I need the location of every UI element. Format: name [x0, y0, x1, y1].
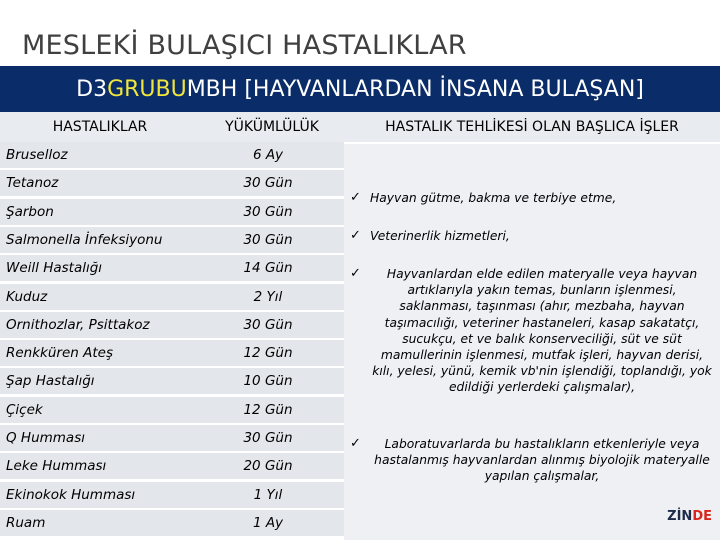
- obligation-duration: 30 Gün: [243, 175, 293, 192]
- obligation-duration: 30 Gün: [243, 430, 293, 446]
- table-row: [0, 368, 344, 394]
- table-row: [0, 255, 344, 281]
- disease-name: Ornithozlar, Psittakoz: [6, 316, 150, 333]
- obligation-duration: 1 Yıl: [253, 486, 283, 503]
- checkmark-icon: ✓: [350, 228, 361, 243]
- obligation-duration: 12 Gün: [243, 345, 293, 362]
- obligation-duration: 6 Ay: [252, 147, 284, 163]
- table-row: [0, 397, 344, 423]
- zinde-logo: ZİNDE: [667, 509, 712, 524]
- banner-highlight: GRUBU: [107, 76, 187, 102]
- header-work: HASTALIK TEHLİKESİ OLAN BAŞLICA İŞLER: [344, 112, 720, 142]
- banner-prefix: D3: [76, 76, 108, 102]
- disease-name: Ekinokok Humması: [6, 486, 136, 503]
- disease-name: Renkküren Ateş: [6, 345, 114, 362]
- obligation-duration: 30 Gün: [243, 316, 293, 333]
- table-row: [0, 199, 344, 225]
- disease-name: Weill Hastalığı: [6, 260, 103, 277]
- disease-name: Salmonella İnfeksiyonu: [6, 231, 163, 248]
- page-title: MESLEKİ BULAŞICI HASTALIKLAR: [22, 30, 467, 61]
- obligation-duration: 10 Gün: [243, 373, 293, 390]
- header-obligation: YÜKÜMLÜLÜK: [200, 112, 344, 142]
- disease-table: [0, 112, 720, 540]
- obligation-duration: 20 Gün: [243, 458, 293, 475]
- disease-name: Bruselloz: [6, 147, 68, 163]
- disease-name: Şap Hastalığı: [6, 373, 95, 390]
- obligation-duration: 30 Gün: [243, 231, 293, 248]
- checkmark-icon: ✓: [350, 190, 361, 205]
- banner-suffix: MBH [HAYVANLARDAN İNSANA BULAŞAN]: [186, 76, 644, 102]
- work-item: ✓ Veterinerlik hizmetleri,: [350, 228, 510, 243]
- work-item: ✓ Hayvan gütme, bakma ve terbiye etme,: [350, 190, 617, 205]
- disease-name: Ruam: [6, 514, 46, 531]
- checkmark-icon: ✓: [350, 436, 361, 451]
- table-row: [0, 510, 344, 536]
- header-diseases: HASTALIKLAR: [0, 112, 200, 142]
- table-row: [0, 482, 344, 508]
- table-row: [0, 142, 344, 168]
- obligation-duration: 14 Gün: [243, 260, 293, 277]
- work-item: ✓ Hayvanlardan elde edilen materyalle veya hayvan artıklarıyla yakın temas, bunların işlenmesi, saklanması, taşınması (ahır, mezbaha, hayvan taşımacılığı, veteriner hastaneleri, kasap sakatatçı, sucukçu, et ve balık konserveciliği, süt ve süt mamullerinin işlenmesi, mutfak işleri, hayvan derisi, kılı, yelesi, yünü, kemik vb'nin işlendiği, toplandığı, yok edildiği yerlerdeki çalışmalar),: [350, 266, 712, 395]
- disease-name: Kuduz: [6, 288, 48, 305]
- table-row: [0, 425, 344, 451]
- obligation-duration: 30 Gün: [243, 203, 293, 220]
- table-row: [0, 312, 344, 338]
- work-item: ✓ Laboratuvarlarda bu hastalıkların etkenleriyle veya hastalanmış hayvanlardan alınmış biyolojik materyalle yapılan çalışmalar,: [350, 436, 710, 484]
- obligation-duration: 2 Yıl: [253, 288, 283, 305]
- disease-name: Leke Humması: [6, 458, 107, 475]
- disease-name: Q Humması: [6, 430, 85, 446]
- table-row: [0, 453, 344, 479]
- disease-name: Çiçek: [6, 401, 43, 418]
- table-row: [0, 170, 344, 196]
- disease-name: Tetanoz: [6, 175, 59, 192]
- checkmark-icon: ✓: [350, 266, 361, 281]
- table-row: [0, 284, 344, 310]
- obligation-duration: 1 Ay: [252, 514, 284, 531]
- table-row: [0, 227, 344, 253]
- group-banner: [0, 66, 720, 112]
- work-column: [344, 144, 720, 540]
- disease-name: Şarbon: [6, 203, 54, 220]
- table-row: [0, 340, 344, 366]
- obligation-duration: 12 Gün: [243, 401, 293, 418]
